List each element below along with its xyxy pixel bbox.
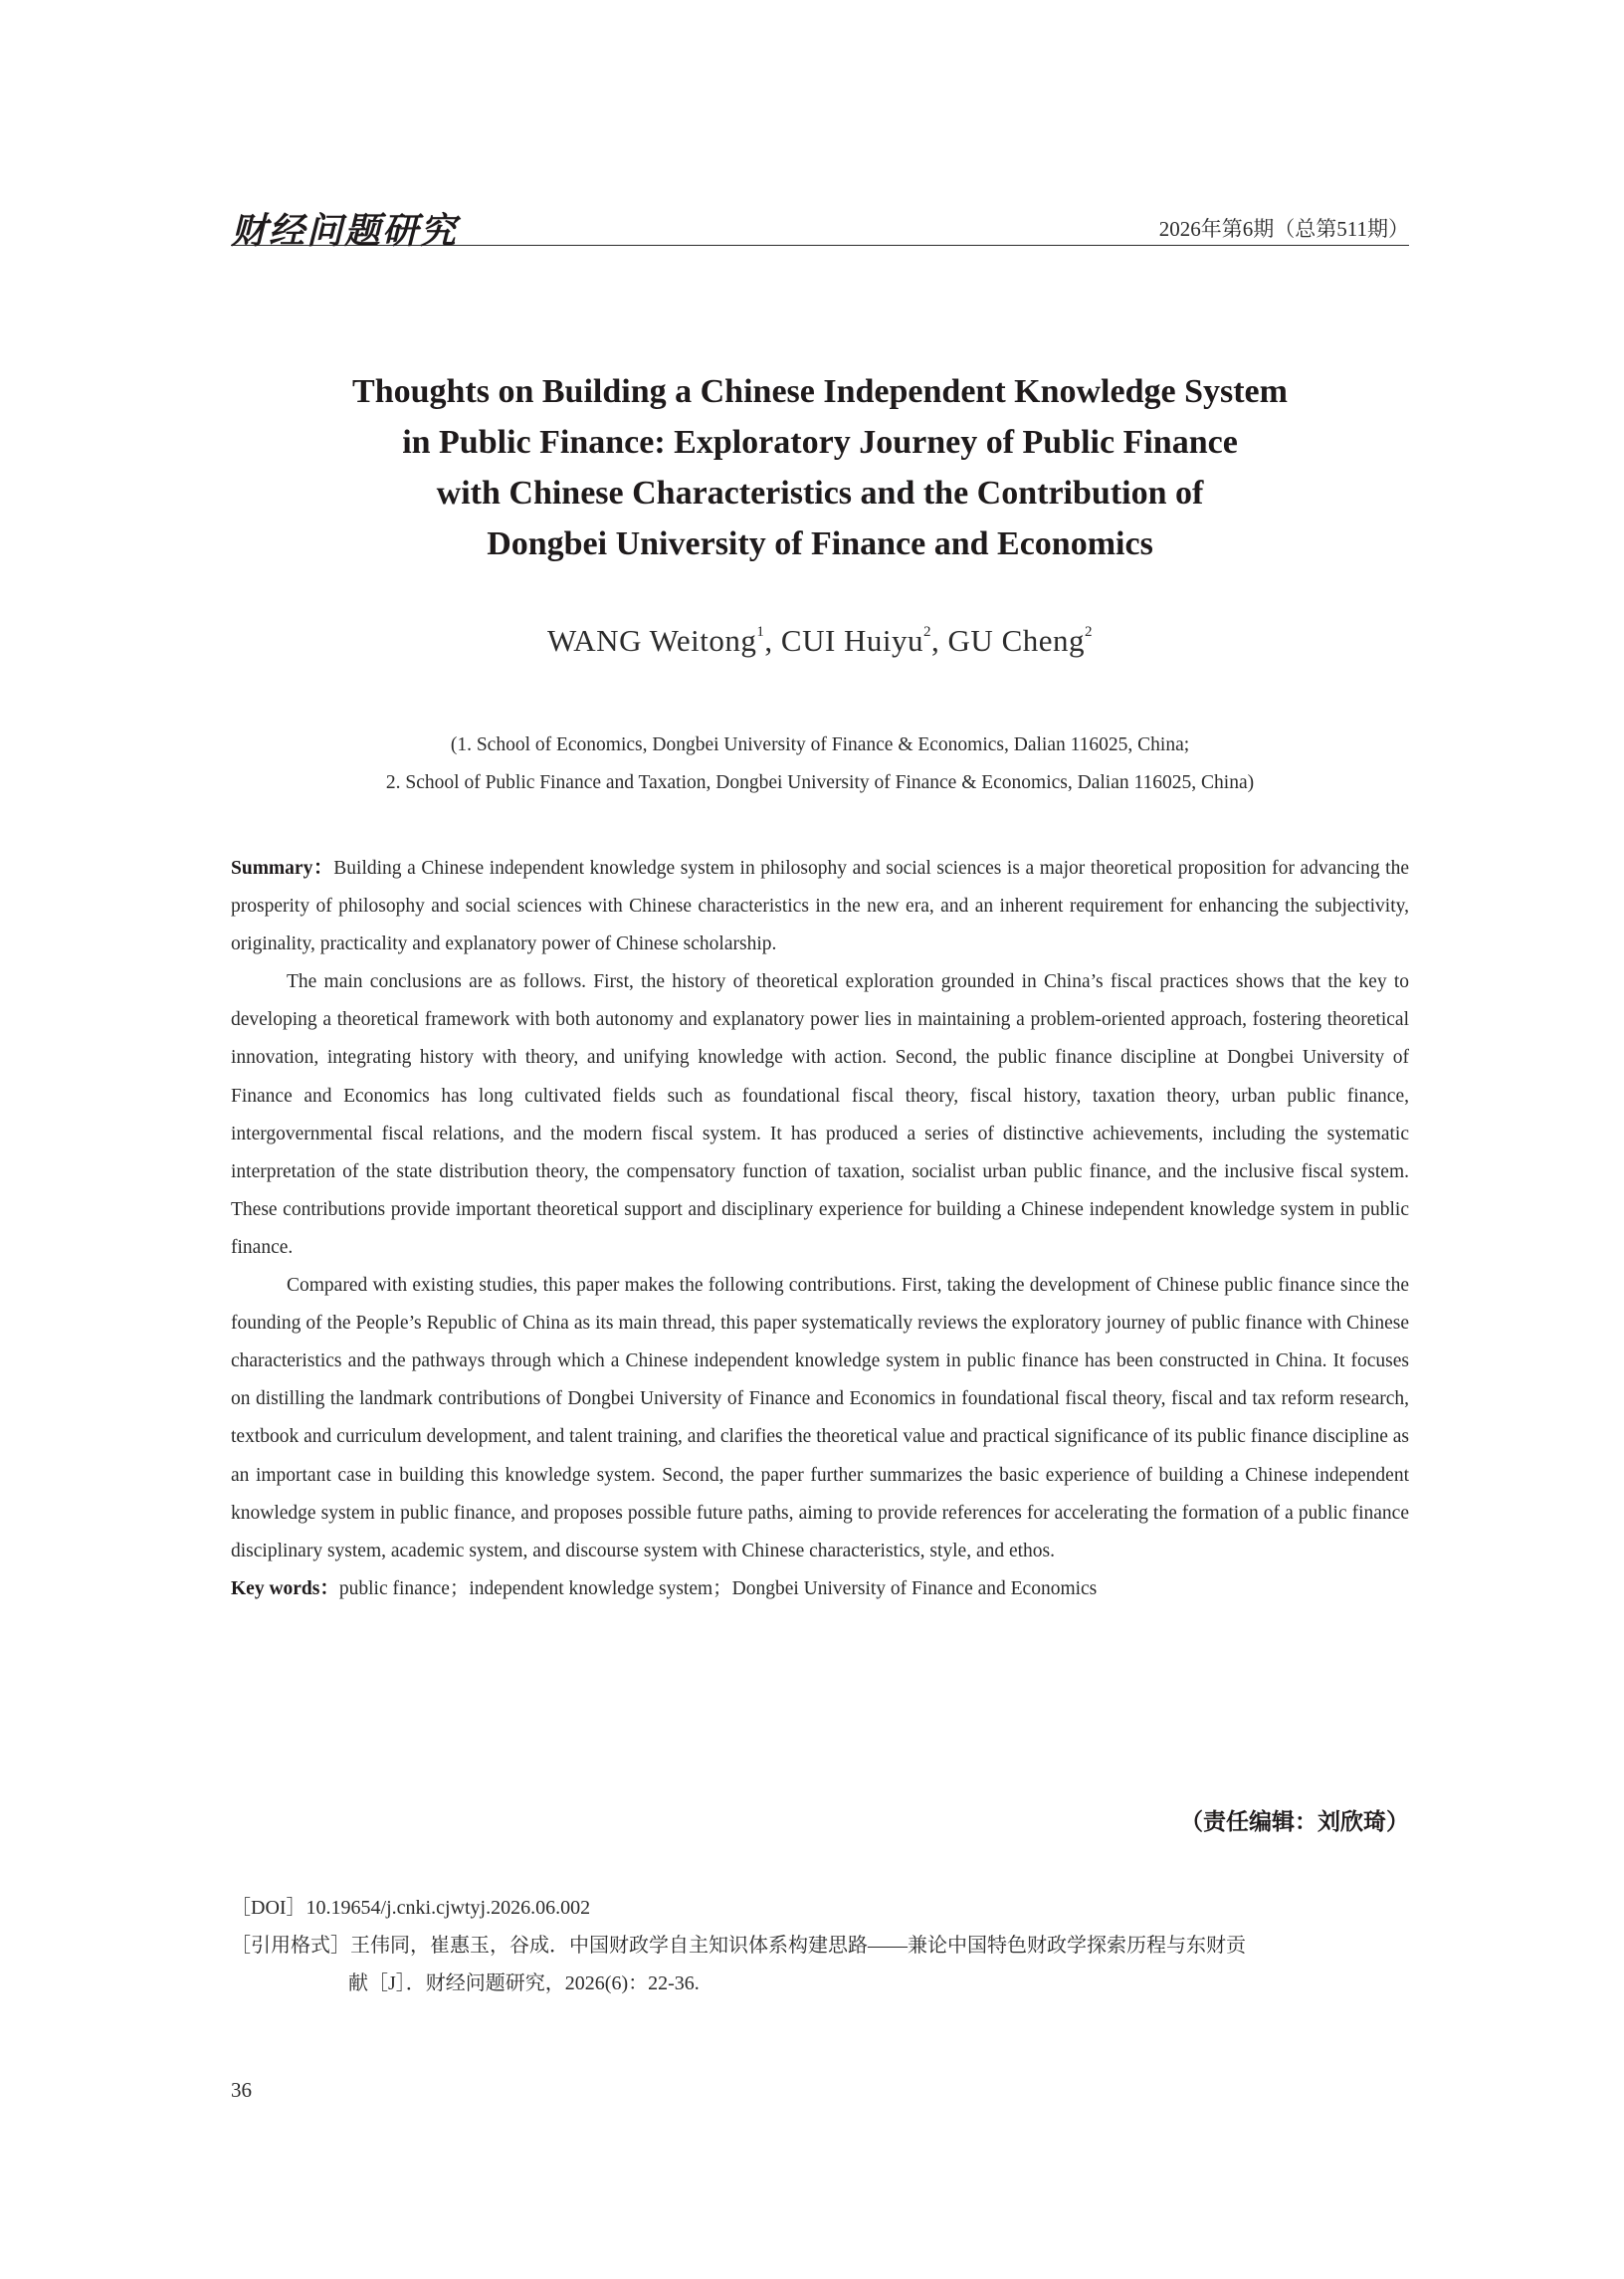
keywords-text: public finance；independent knowledge system；Dongbei University of Finance and Economics — [338, 1577, 1098, 1599]
affiliations — [231, 726, 1409, 802]
responsible-editor: （责任编辑：刘欣琦） — [1180, 1809, 1409, 1835]
issue-info: 2026年第6期（总第511期） — [1158, 217, 1409, 241]
summary-label: Summary： — [231, 858, 334, 879]
doi: ［DOI］10.19654/j.cnki.cjwtyj.2026.06.002 — [231, 1897, 591, 1919]
author-affiliation-mark: 2 — [1085, 624, 1094, 640]
citation-format-continued: 献［J］．财经问题研究，2026(6)：22-36. — [348, 1972, 700, 1994]
citation-info — [231, 1889, 1409, 2002]
author-name: CUI Huiyu — [780, 623, 924, 658]
author-name: WANG Weitong — [546, 623, 757, 658]
author-affiliation-mark: 1 — [756, 624, 765, 640]
affiliation-line: 2. School of Public Finance and Taxation, Dongbei University of Finance & Economics, Dalian 116025, China) — [385, 772, 1255, 793]
keywords-label: Key words： — [231, 1577, 339, 1599]
affiliation-line: (1. School of Economics, Dongbei University of Finance & Economics, Dalian 116025, China; — [450, 734, 1190, 755]
abstract-paragraph: The main conclusions are as follows. First, the history of theoretical exploration grounded in China’s fiscal practices shows that the key to developing a theoretical framework with both autonomy and explanatory power lies in maintaining a problem-oriented approach, fostering theoretical innovation, integrating history with theory, and unifying knowledge with action. Second, the public finance discipline at Dongbei University of Finance and Economics has long cultivated fields such as foundational fiscal theory, fiscal history, taxation theory, urban public finance, intergovernmental fiscal relations, and the modern fiscal system. It has produced a series of distinctive achievements, including the systematic interpretation of the state distribution theory, the compensatory function of taxation, socialist urban public finance, and the inclusive fiscal system. These contributions provide important theoretical support and disciplinary experience for building a Chinese independent knowledge system in public finance. — [231, 971, 1409, 1258]
article-title — [231, 366, 1409, 569]
page-header — [231, 195, 1409, 252]
abstract-paragraph: Compared with existing studies, this paper makes the following contributions. First, taking the development of Chinese public finance since the founding of the People’s Republic of China as its main thread, this paper systematically reviews the exploratory journey of public finance with Chinese characteristics and the pathways through which a Chinese independent knowledge system in public finance has been constructed in China. It focuses on distilling the landmark contributions of Dongbei University of Finance and Economics in foundational fiscal theory, fiscal and tax reform research, textbook and curriculum development, and talent training, and clarifies the theoretical value and practical significance of its public finance discipline as an important case in building this knowledge system. Second, the paper further summarizes the basic experience of building a Chinese independent knowledge system in public finance, and proposes possible future paths, aiming to provide references for accelerating the formation of a public finance disciplinary system, academic system, and discourse system with Chinese characteristics, style, and ethos. — [231, 1275, 1409, 1561]
keywords — [231, 1570, 1409, 1608]
abstract — [231, 850, 1409, 1608]
title-line: in Public Finance: Exploratory Journey of Public Finance — [402, 424, 1238, 461]
title-line: with Chinese Characteristics and the Contribution of — [436, 475, 1204, 512]
journal-logo: 财经问题研究 — [231, 210, 459, 252]
author-list: WANG Weitong$^1$, CUI Huiyu$^2$, GU Cheng$^2$ — [546, 623, 1094, 658]
title-line: Dongbei University of Finance and Economics — [487, 525, 1153, 562]
page-number: 36 — [231, 2078, 252, 2102]
abstract-text: Building a Chinese independent knowledge system in philosophy and social sciences is a major theoretical proposition for advancing the prosperity of philosophy and social sciences with Chinese characteristics in the new era, and an inherent requirement for enhancing the subjectivity, originality, practicality and explanatory power of Chinese scholarship. — [231, 858, 1409, 955]
author-affiliation-mark: 2 — [923, 624, 932, 640]
abstract-paragraph — [231, 850, 1409, 963]
title-line: Thoughts on Building a Chinese Independent Knowledge System — [352, 373, 1288, 410]
citation-format: ［引用格式］王伟同，崔惠玉，谷成．中国财政学自主知识体系构建思路——兼论中国特色财政学探索历程与东财贡 — [231, 1935, 1246, 1957]
author-name: GU Cheng — [947, 623, 1086, 658]
